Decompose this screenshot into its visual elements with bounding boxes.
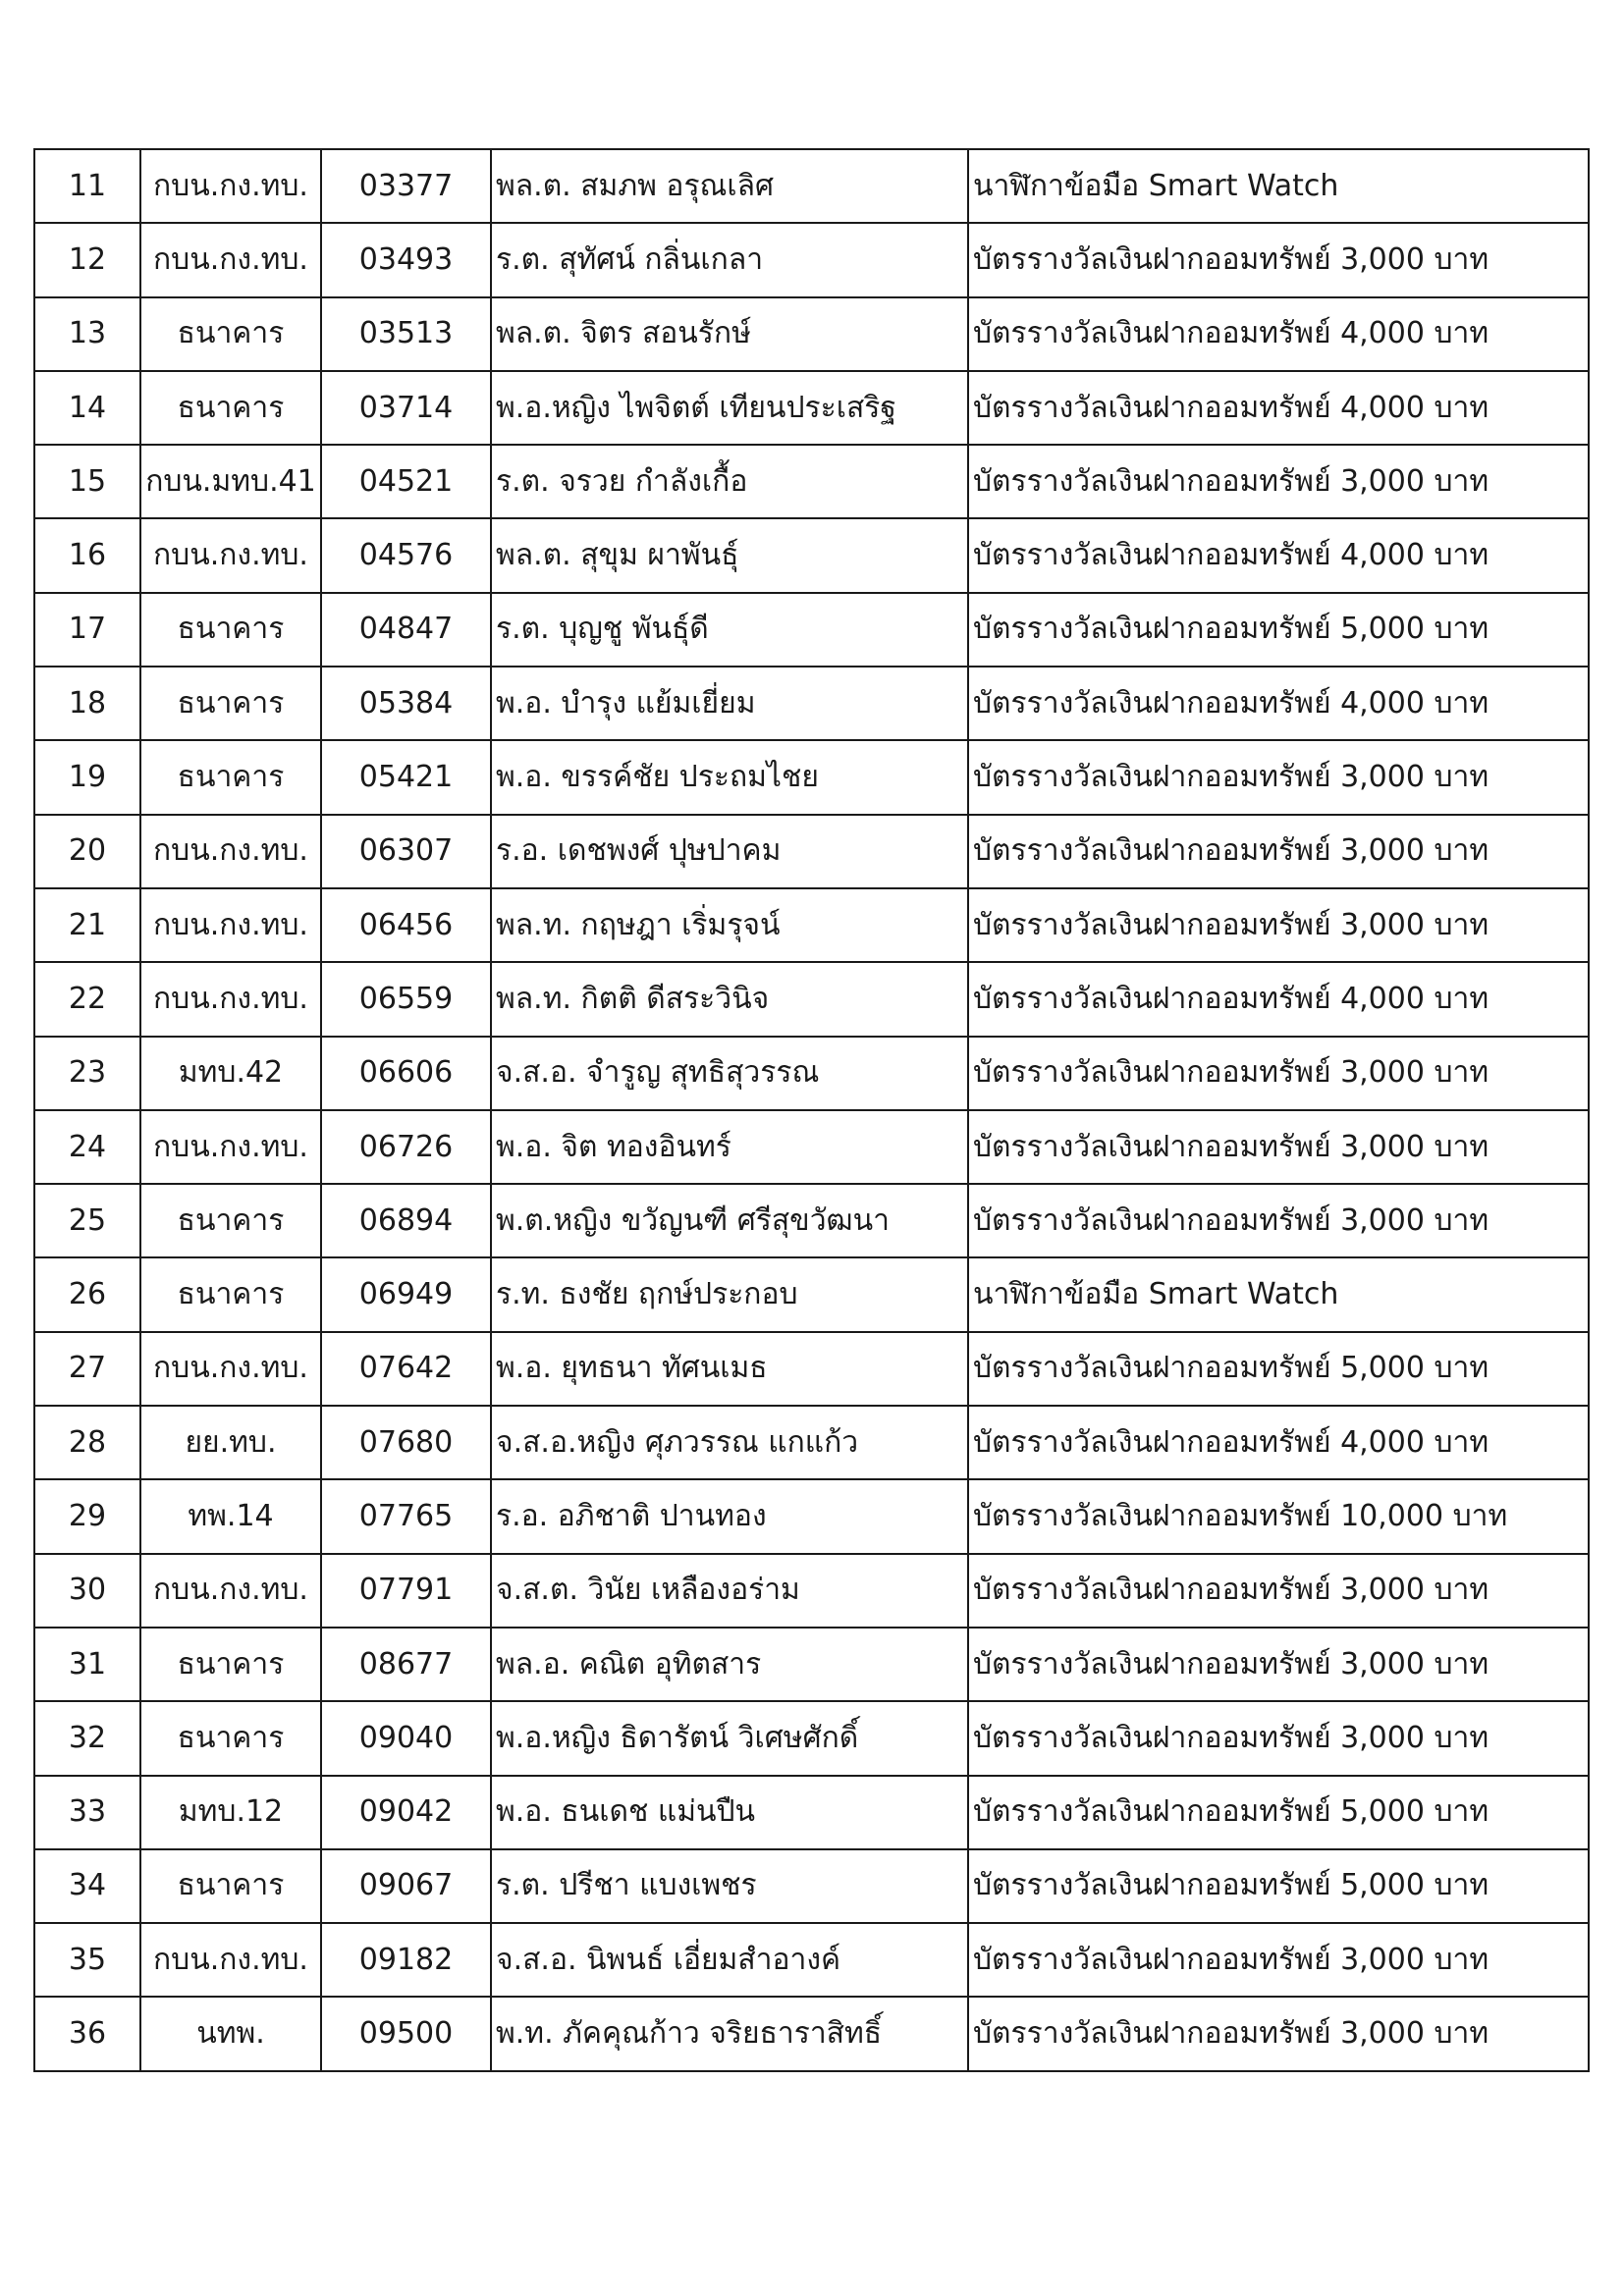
table-row bbox=[34, 1628, 1589, 1701]
prize-cell: บัตรรางวัลเงินฝากออมทรัพย์ 5,000 บาท bbox=[968, 1332, 1589, 1406]
row-number: 24 bbox=[34, 1110, 140, 1184]
prize-cell: บัตรรางวัลเงินฝากออมทรัพย์ 4,000 บาท bbox=[968, 1406, 1589, 1479]
row-number: 35 bbox=[34, 1923, 140, 1997]
prize-cell: นาฬิกาข้อมือ Smart Watch bbox=[968, 149, 1589, 223]
table-row bbox=[34, 518, 1589, 592]
row-number: 30 bbox=[34, 1554, 140, 1628]
row-number: 27 bbox=[34, 1332, 140, 1406]
unit-cell: ธนาคาร bbox=[140, 593, 321, 667]
row-number: 31 bbox=[34, 1628, 140, 1701]
winner-name-cell: จ.ส.อ. นิพนธ์ เอี่ยมสำอางค์ bbox=[491, 1923, 968, 1997]
winner-name-cell: พ.ท. ภัคคุณก้าว จริยธาราสิทธิ์ bbox=[491, 1997, 968, 2070]
table-row bbox=[34, 1997, 1589, 2070]
unit-cell: กบน.กง.ทบ. bbox=[140, 1554, 321, 1628]
unit-cell: กบน.กง.ทบ. bbox=[140, 518, 321, 592]
unit-cell: ธนาคาร bbox=[140, 1628, 321, 1701]
unit-cell: กบน.กง.ทบ. bbox=[140, 962, 321, 1036]
ticket-code-cell: 06949 bbox=[321, 1257, 491, 1331]
table-row bbox=[34, 1110, 1589, 1184]
ticket-code-cell: 03493 bbox=[321, 223, 491, 296]
winner-name-cell: จ.ส.อ. จำรูญ สุทธิสุวรรณ bbox=[491, 1037, 968, 1110]
prize-cell: บัตรรางวัลเงินฝากออมทรัพย์ 5,000 บาท bbox=[968, 1849, 1589, 1923]
unit-cell: ธนาคาร bbox=[140, 1257, 321, 1331]
prize-cell: บัตรรางวัลเงินฝากออมทรัพย์ 3,000 บาท bbox=[968, 1554, 1589, 1628]
ticket-code-cell: 03377 bbox=[321, 149, 491, 223]
winner-name-cell: จ.ส.อ.หญิง ศุภวรรณ แกแก้ว bbox=[491, 1406, 968, 1479]
prize-cell: บัตรรางวัลเงินฝากออมทรัพย์ 4,000 บาท bbox=[968, 297, 1589, 371]
prize-cell: บัตรรางวัลเงินฝากออมทรัพย์ 3,000 บาท bbox=[968, 1628, 1589, 1701]
ticket-code-cell: 05421 bbox=[321, 740, 491, 814]
prize-cell: บัตรรางวัลเงินฝากออมทรัพย์ 3,000 บาท bbox=[968, 1997, 1589, 2070]
ticket-code-cell: 04521 bbox=[321, 445, 491, 518]
unit-cell: กบน.กง.ทบ. bbox=[140, 1332, 321, 1406]
winner-name-cell: พล.ท. กฤษฎา เริ่มรุจน์ bbox=[491, 888, 968, 962]
row-number: 19 bbox=[34, 740, 140, 814]
prize-cell: บัตรรางวัลเงินฝากออมทรัพย์ 3,000 บาท bbox=[968, 445, 1589, 518]
prize-cell: บัตรรางวัลเงินฝากออมทรัพย์ 3,000 บาท bbox=[968, 1110, 1589, 1184]
unit-cell: ทพ.14 bbox=[140, 1479, 321, 1553]
unit-cell: ธนาคาร bbox=[140, 1849, 321, 1923]
ticket-code-cell: 09042 bbox=[321, 1776, 491, 1849]
unit-cell: กบน.กง.ทบ. bbox=[140, 815, 321, 888]
winner-name-cell: พ.อ. ขรรค์ชัย ประถมไชย bbox=[491, 740, 968, 814]
ticket-code-cell: 08677 bbox=[321, 1628, 491, 1701]
ticket-code-cell: 06559 bbox=[321, 962, 491, 1036]
table-row bbox=[34, 371, 1589, 445]
table-row bbox=[34, 297, 1589, 371]
table-row bbox=[34, 1849, 1589, 1923]
unit-cell: ธนาคาร bbox=[140, 371, 321, 445]
unit-cell: มทบ.12 bbox=[140, 1776, 321, 1849]
unit-cell: กบน.มทบ.41 bbox=[140, 445, 321, 518]
winner-name-cell: ร.ต. สุทัศน์ กลิ่นเกลา bbox=[491, 223, 968, 296]
table-row bbox=[34, 1554, 1589, 1628]
table-row bbox=[34, 1406, 1589, 1479]
row-number: 18 bbox=[34, 667, 140, 740]
winner-name-cell: พ.อ. บำรุง แย้มเยี่ยม bbox=[491, 667, 968, 740]
table-row bbox=[34, 593, 1589, 667]
row-number: 23 bbox=[34, 1037, 140, 1110]
table-row bbox=[34, 445, 1589, 518]
ticket-code-cell: 07680 bbox=[321, 1406, 491, 1479]
prize-cell: บัตรรางวัลเงินฝากออมทรัพย์ 5,000 บาท bbox=[968, 1776, 1589, 1849]
winner-name-cell: ร.อ. เดชพงศ์ ปุษปาคม bbox=[491, 815, 968, 888]
table-row bbox=[34, 962, 1589, 1036]
winner-name-cell: พล.อ. คณิต อุทิตสาร bbox=[491, 1628, 968, 1701]
prize-cell: นาฬิกาข้อมือ Smart Watch bbox=[968, 1257, 1589, 1331]
unit-cell: กบน.กง.ทบ. bbox=[140, 1110, 321, 1184]
ticket-code-cell: 06894 bbox=[321, 1184, 491, 1257]
ticket-code-cell: 09067 bbox=[321, 1849, 491, 1923]
row-number: 33 bbox=[34, 1776, 140, 1849]
row-number: 14 bbox=[34, 371, 140, 445]
row-number: 34 bbox=[34, 1849, 140, 1923]
row-number: 17 bbox=[34, 593, 140, 667]
ticket-code-cell: 09182 bbox=[321, 1923, 491, 1997]
table-row bbox=[34, 149, 1589, 223]
winner-name-cell: พ.อ.หญิง ไพจิตต์ เทียนประเสริฐ bbox=[491, 371, 968, 445]
row-number: 21 bbox=[34, 888, 140, 962]
row-number: 15 bbox=[34, 445, 140, 518]
prize-cell: บัตรรางวัลเงินฝากออมทรัพย์ 3,000 บาท bbox=[968, 1184, 1589, 1257]
row-number: 12 bbox=[34, 223, 140, 296]
winner-name-cell: ร.ต. จรวย กำลังเกื้อ bbox=[491, 445, 968, 518]
prize-cell: บัตรรางวัลเงินฝากออมทรัพย์ 4,000 บาท bbox=[968, 667, 1589, 740]
winner-name-cell: พ.อ. ธนเดช แม่นปืน bbox=[491, 1776, 968, 1849]
unit-cell: กบน.กง.ทบ. bbox=[140, 888, 321, 962]
prize-cell: บัตรรางวัลเงินฝากออมทรัพย์ 3,000 บาท bbox=[968, 740, 1589, 814]
table-row bbox=[34, 815, 1589, 888]
prize-cell: บัตรรางวัลเงินฝากออมทรัพย์ 3,000 บาท bbox=[968, 1701, 1589, 1775]
unit-cell: ธนาคาร bbox=[140, 1184, 321, 1257]
ticket-code-cell: 06307 bbox=[321, 815, 491, 888]
prize-cell: บัตรรางวัลเงินฝากออมทรัพย์ 3,000 บาท bbox=[968, 1923, 1589, 1997]
winner-name-cell: ร.ต. บุญชู พันธุ์ดี bbox=[491, 593, 968, 667]
table-row bbox=[34, 1701, 1589, 1775]
unit-cell: กบน.กง.ทบ. bbox=[140, 1923, 321, 1997]
table-row bbox=[34, 1923, 1589, 1997]
ticket-code-cell: 06726 bbox=[321, 1110, 491, 1184]
unit-cell: ธนาคาร bbox=[140, 667, 321, 740]
ticket-code-cell: 07642 bbox=[321, 1332, 491, 1406]
winner-name-cell: พ.อ.หญิง ธิดารัตน์ วิเศษศักดิ์ bbox=[491, 1701, 968, 1775]
prize-cell: บัตรรางวัลเงินฝากออมทรัพย์ 3,000 บาท bbox=[968, 815, 1589, 888]
unit-cell: มทบ.42 bbox=[140, 1037, 321, 1110]
row-number: 25 bbox=[34, 1184, 140, 1257]
unit-cell: กบน.กง.ทบ. bbox=[140, 223, 321, 296]
winner-name-cell: ร.อ. อภิชาติ ปานทอง bbox=[491, 1479, 968, 1553]
row-number: 26 bbox=[34, 1257, 140, 1331]
winner-name-cell: พล.ท. กิตติ ดีสระวินิจ bbox=[491, 962, 968, 1036]
ticket-code-cell: 03714 bbox=[321, 371, 491, 445]
table-row bbox=[34, 1184, 1589, 1257]
ticket-code-cell: 05384 bbox=[321, 667, 491, 740]
ticket-code-cell: 06456 bbox=[321, 888, 491, 962]
winner-name-cell: พล.ต. สมภพ อรุณเลิศ bbox=[491, 149, 968, 223]
table-row bbox=[34, 667, 1589, 740]
prize-cell: บัตรรางวัลเงินฝากออมทรัพย์ 5,000 บาท bbox=[968, 593, 1589, 667]
ticket-code-cell: 07765 bbox=[321, 1479, 491, 1553]
unit-cell: ธนาคาร bbox=[140, 1701, 321, 1775]
row-number: 22 bbox=[34, 962, 140, 1036]
prize-cell: บัตรรางวัลเงินฝากออมทรัพย์ 4,000 บาท bbox=[968, 371, 1589, 445]
winner-name-cell: ร.ต. ปรีชา แบงเพชร bbox=[491, 1849, 968, 1923]
winner-name-cell: พล.ต. จิตร สอนรักษ์ bbox=[491, 297, 968, 371]
unit-cell: ยย.ทบ. bbox=[140, 1406, 321, 1479]
row-number: 20 bbox=[34, 815, 140, 888]
row-number: 11 bbox=[34, 149, 140, 223]
table-row bbox=[34, 1479, 1589, 1553]
prize-cell: บัตรรางวัลเงินฝากออมทรัพย์ 3,000 บาท bbox=[968, 1037, 1589, 1110]
table-row bbox=[34, 1257, 1589, 1331]
unit-cell: นทพ. bbox=[140, 1997, 321, 2070]
ticket-code-cell: 03513 bbox=[321, 297, 491, 371]
winner-name-cell: พ.อ. ยุทธนา ทัศนเมธ bbox=[491, 1332, 968, 1406]
table-row bbox=[34, 1332, 1589, 1406]
row-number: 32 bbox=[34, 1701, 140, 1775]
winner-name-cell: พล.ต. สุขุม ผาพันธุ์ bbox=[491, 518, 968, 592]
winner-name-cell: ร.ท. ธงชัย ฤกษ์ประกอบ bbox=[491, 1257, 968, 1331]
ticket-code-cell: 07791 bbox=[321, 1554, 491, 1628]
winner-name-cell: พ.อ. จิต ทองอินทร์ bbox=[491, 1110, 968, 1184]
ticket-code-cell: 06606 bbox=[321, 1037, 491, 1110]
unit-cell: กบน.กง.ทบ. bbox=[140, 149, 321, 223]
row-number: 16 bbox=[34, 518, 140, 592]
row-number: 29 bbox=[34, 1479, 140, 1553]
table-row bbox=[34, 740, 1589, 814]
winner-name-cell: จ.ส.ต. วินัย เหลืองอร่าม bbox=[491, 1554, 968, 1628]
row-number: 13 bbox=[34, 297, 140, 371]
unit-cell: ธนาคาร bbox=[140, 297, 321, 371]
prize-cell: บัตรรางวัลเงินฝากออมทรัพย์ 3,000 บาท bbox=[968, 223, 1589, 296]
table-row bbox=[34, 223, 1589, 296]
unit-cell: ธนาคาร bbox=[140, 740, 321, 814]
prize-cell: บัตรรางวัลเงินฝากออมทรัพย์ 10,000 บาท bbox=[968, 1479, 1589, 1553]
table-row bbox=[34, 1037, 1589, 1110]
ticket-code-cell: 09500 bbox=[321, 1997, 491, 2070]
row-number: 36 bbox=[34, 1997, 140, 2070]
prize-winners-table bbox=[33, 148, 1590, 2072]
table-row bbox=[34, 1776, 1589, 1849]
table-body bbox=[34, 149, 1589, 2071]
ticket-code-cell: 09040 bbox=[321, 1701, 491, 1775]
table-row bbox=[34, 888, 1589, 962]
ticket-code-cell: 04576 bbox=[321, 518, 491, 592]
prize-cell: บัตรรางวัลเงินฝากออมทรัพย์ 3,000 บาท bbox=[968, 888, 1589, 962]
prize-cell: บัตรรางวัลเงินฝากออมทรัพย์ 4,000 บาท bbox=[968, 962, 1589, 1036]
winner-name-cell: พ.ต.หญิง ขวัญนฑี ศรีสุขวัฒนา bbox=[491, 1184, 968, 1257]
prize-cell: บัตรรางวัลเงินฝากออมทรัพย์ 4,000 บาท bbox=[968, 518, 1589, 592]
ticket-code-cell: 04847 bbox=[321, 593, 491, 667]
row-number: 28 bbox=[34, 1406, 140, 1479]
